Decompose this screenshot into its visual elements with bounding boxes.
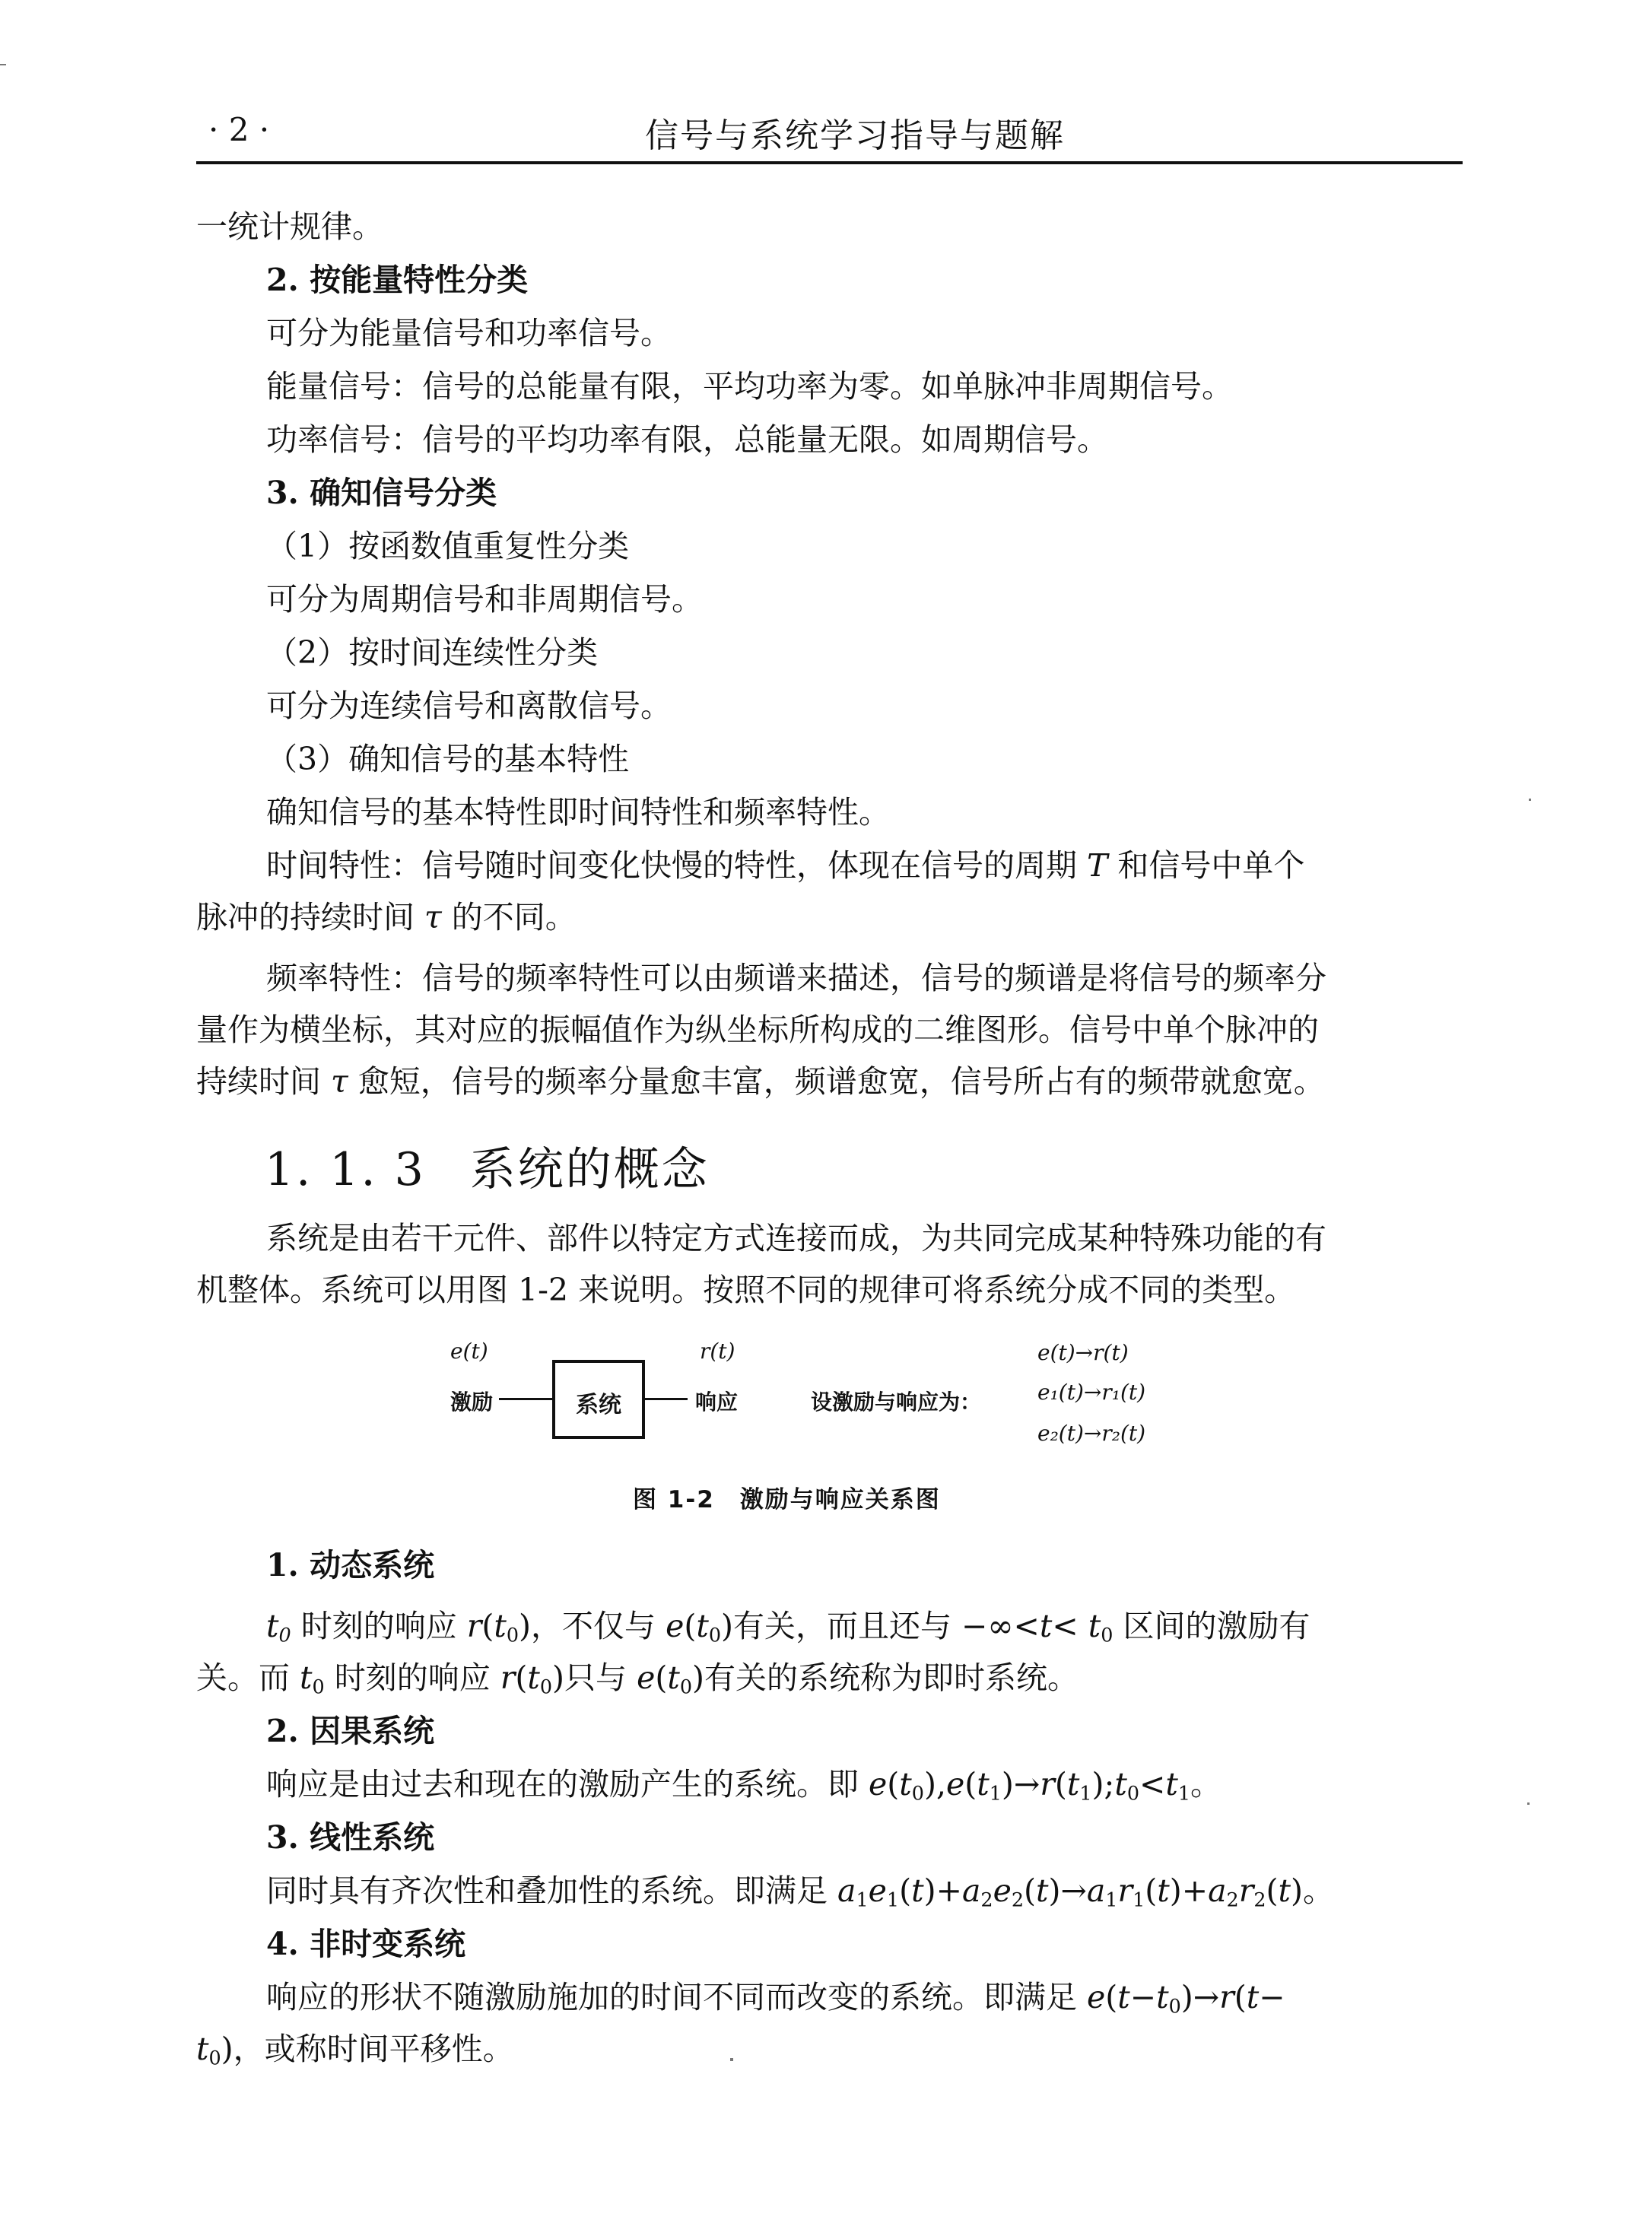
text-run: < xyxy=(1052,1608,1088,1644)
paragraph-line: 关。而 $t_0$ 时刻的响应 $r(t_0)$只与 $e(t_0)$有关的系统称为即时系统。 xyxy=(196,1660,1079,1698)
page-number: · 2 · xyxy=(208,111,270,148)
sub-subheading: （1）按函数值重复性分类 xyxy=(266,528,630,564)
formula: t xyxy=(899,1766,912,1802)
text-run: 同时具有齐次性和叠加性的系统。即满足 xyxy=(266,1872,838,1909)
subheading-time-invariant: 4. 非时变系统 xyxy=(266,1926,466,1962)
formula: r xyxy=(1219,1979,1234,2015)
page-header xyxy=(196,108,1463,167)
relation-3: e₂(t)→r₂(t) xyxy=(1037,1421,1146,1446)
header-rule xyxy=(196,161,1463,164)
section-number: 1. 1. 3 xyxy=(265,1143,426,1196)
formula: r xyxy=(1117,1872,1133,1909)
section-title: 系统的概念 xyxy=(469,1143,710,1196)
formula: r xyxy=(1238,1872,1254,1909)
formula: r xyxy=(1040,1766,1055,1802)
formula: e xyxy=(666,1608,685,1644)
paragraph-line xyxy=(266,844,1304,887)
formula: t xyxy=(1278,1872,1291,1909)
formula: t xyxy=(1066,1766,1080,1802)
subheading-causal: 2. 因果系统 xyxy=(266,1713,435,1749)
relation-1: e(t)→r(t) xyxy=(1037,1340,1129,1365)
formula: a xyxy=(837,1872,856,1909)
formula: t xyxy=(300,1660,313,1696)
text-run: 响应是由过去和现在的激励产生的系统。即 xyxy=(266,1766,869,1802)
paragraph-line: 响应的形状不随激励施加的时间不同而改变的系统。即满足 $e(t-t_0)\to r(t-$ xyxy=(266,1979,1285,2018)
formula: t xyxy=(667,1660,680,1696)
paragraph-line: 确知信号的基本特性即时间特性和频率特性。 xyxy=(266,794,890,831)
paragraph-line: 频率特性：信号的频率特性可以由频谱来描述，信号的频谱是将信号的频率分 xyxy=(266,960,1326,996)
formula: t xyxy=(196,2031,209,2067)
paragraph-line: 可分为连续信号和离散信号。 xyxy=(266,688,672,724)
formula: e xyxy=(868,1872,887,1909)
text-run: 脉冲的持续时间 xyxy=(196,899,425,935)
input-label: 激励 xyxy=(450,1390,494,1415)
formula: t xyxy=(1114,1766,1127,1802)
relation-2: e₁(t)→r₁(t) xyxy=(1037,1380,1146,1405)
subheading-linear: 3. 线性系统 xyxy=(266,1819,435,1856)
formula: t xyxy=(1156,1979,1169,2015)
formula: t xyxy=(1246,1979,1260,2015)
output-label: 响应 xyxy=(695,1390,739,1415)
text-run: 关。而 xyxy=(196,1660,300,1696)
input-symbol: e(t) xyxy=(450,1339,488,1364)
paragraph-line: 系统是由若干元件、部件以特定方式连接而成，为共同完成某种特殊功能的有 xyxy=(266,1220,1326,1256)
formula: t xyxy=(696,1608,709,1644)
formula: t xyxy=(527,1660,540,1696)
formula: e xyxy=(637,1660,656,1696)
system-box xyxy=(552,1360,645,1439)
scan-speck xyxy=(730,2058,733,2061)
text-run: 和信号中单个 xyxy=(1107,847,1305,884)
formula: t xyxy=(494,1608,507,1644)
output-arrow xyxy=(645,1398,688,1400)
text-run: 时刻的响应 xyxy=(300,1608,467,1644)
formula: t xyxy=(1157,1872,1170,1909)
formula: a xyxy=(1086,1872,1106,1909)
paragraph-line: 响应是由过去和现在的激励产生的系统。即 $e(t_0),e(t_1)\to r(t_1);t_0<t_1$。 xyxy=(266,1766,1222,1805)
assume-label: 设激励与响应为： xyxy=(811,1390,982,1415)
text-run: 只与 xyxy=(564,1660,637,1696)
formula: t xyxy=(977,1766,990,1802)
paragraph-line: $t_0$)，或称时间平移性。 xyxy=(196,2031,514,2069)
paragraph-line: 量作为横坐标，其对应的振幅值作为纵坐标所构成的二维图形。信号中单个脉冲的 xyxy=(196,1012,1319,1048)
paragraph-line: 同时具有齐次性和叠加性的系统。即满足 $a_1e_1(t)+a_2e_2(t)\to a_1r_1(t)+a_2r_2(t)$。 xyxy=(266,1872,1334,1911)
paragraph-line: 一统计规律。 xyxy=(196,208,383,245)
formula: r xyxy=(500,1660,516,1696)
paragraph-line: 能量信号：信号的总能量有限，平均功率为零。如单脉冲非周期信号。 xyxy=(266,368,1233,405)
paragraph-line: 可分为周期信号和非周期信号。 xyxy=(266,581,703,618)
sub-subheading: （2）按时间连续性分类 xyxy=(266,634,599,671)
formula: t xyxy=(1039,1608,1053,1644)
text-run: 区间的激励有 xyxy=(1113,1608,1310,1644)
formula: e xyxy=(869,1766,888,1802)
subheading-energy: 2. 按能量特性分类 xyxy=(266,262,529,298)
formula: a xyxy=(1208,1872,1227,1909)
text-run: ，不仅与 xyxy=(531,1608,666,1644)
scan-speck xyxy=(1529,799,1531,801)
formula: t xyxy=(1088,1608,1101,1644)
formula: a xyxy=(961,1872,981,1909)
input-arrow xyxy=(499,1398,552,1400)
text-run: 时刻的响应 xyxy=(324,1660,500,1696)
paragraph-line: $t_0$ 时刻的响应 $r(t_0)$，不仅与 $e(t_0)$有关，而且还与 $-\infty<t< t_0$ 区间的激励有 xyxy=(266,1608,1310,1647)
scan-speck xyxy=(1527,1802,1530,1805)
scan-speck xyxy=(0,64,6,65)
text-run: 有关的系统称为即时系统。 xyxy=(704,1660,1079,1696)
formula: e xyxy=(1087,1979,1106,2015)
running-title: 信号与系统学习指导与题解 xyxy=(645,116,1065,155)
text-run: 愈短，信号的频率分量愈丰富，频谱愈宽，信号所占有的频带就愈宽。 xyxy=(348,1063,1325,1100)
figure-caption: 图 1-2 激励与响应关系图 xyxy=(633,1486,941,1513)
formula: t xyxy=(1117,1979,1130,2015)
text-run: ，或称时间平移性。 xyxy=(233,2031,514,2067)
symbol-tau: τ xyxy=(331,1063,348,1100)
paragraph-line xyxy=(196,896,577,939)
symbol-tau: τ xyxy=(424,899,442,935)
formula: t xyxy=(1036,1872,1049,1909)
formula: $t_0$ xyxy=(266,1608,291,1647)
formula: e xyxy=(993,1872,1012,1909)
formula: r xyxy=(466,1608,482,1644)
paragraph-line: 可分为能量信号和功率信号。 xyxy=(266,315,672,351)
figure-excitation-response xyxy=(441,1339,1202,1453)
text-run: 的不同。 xyxy=(441,899,577,935)
text-run: 响应的形状不随激励施加的时间不同而改变的系统。即满足 xyxy=(266,1979,1088,2015)
sub-subheading: （3）确知信号的基本特性 xyxy=(266,741,630,777)
subheading-dynamic: 1. 动态系统 xyxy=(266,1547,435,1583)
paragraph-line: 功率信号：信号的平均功率有限，总能量无限。如周期信号。 xyxy=(266,421,1108,458)
text-run: 持续时间 xyxy=(196,1063,332,1100)
text-run: 时间特性：信号随时间变化快慢的特性，体现在信号的周期 xyxy=(266,847,1088,884)
subheading-deterministic: 3. 确知信号分类 xyxy=(266,475,497,511)
paragraph-line: 机整体。系统可以用图 1-2 来说明。按照不同的规律可将系统分成不同的类型。 xyxy=(196,1272,1296,1308)
formula: t xyxy=(911,1872,924,1909)
symbol-T: T xyxy=(1087,847,1108,884)
section-heading xyxy=(265,1133,710,1199)
text-run: 有关，而且还与 −∞< xyxy=(732,1608,1040,1644)
output-symbol: r(t) xyxy=(700,1339,735,1364)
formula: t xyxy=(1165,1766,1178,1802)
formula: e xyxy=(945,1766,965,1802)
paragraph-line xyxy=(196,1060,1325,1103)
system-box-label: 系统 xyxy=(576,1392,621,1418)
